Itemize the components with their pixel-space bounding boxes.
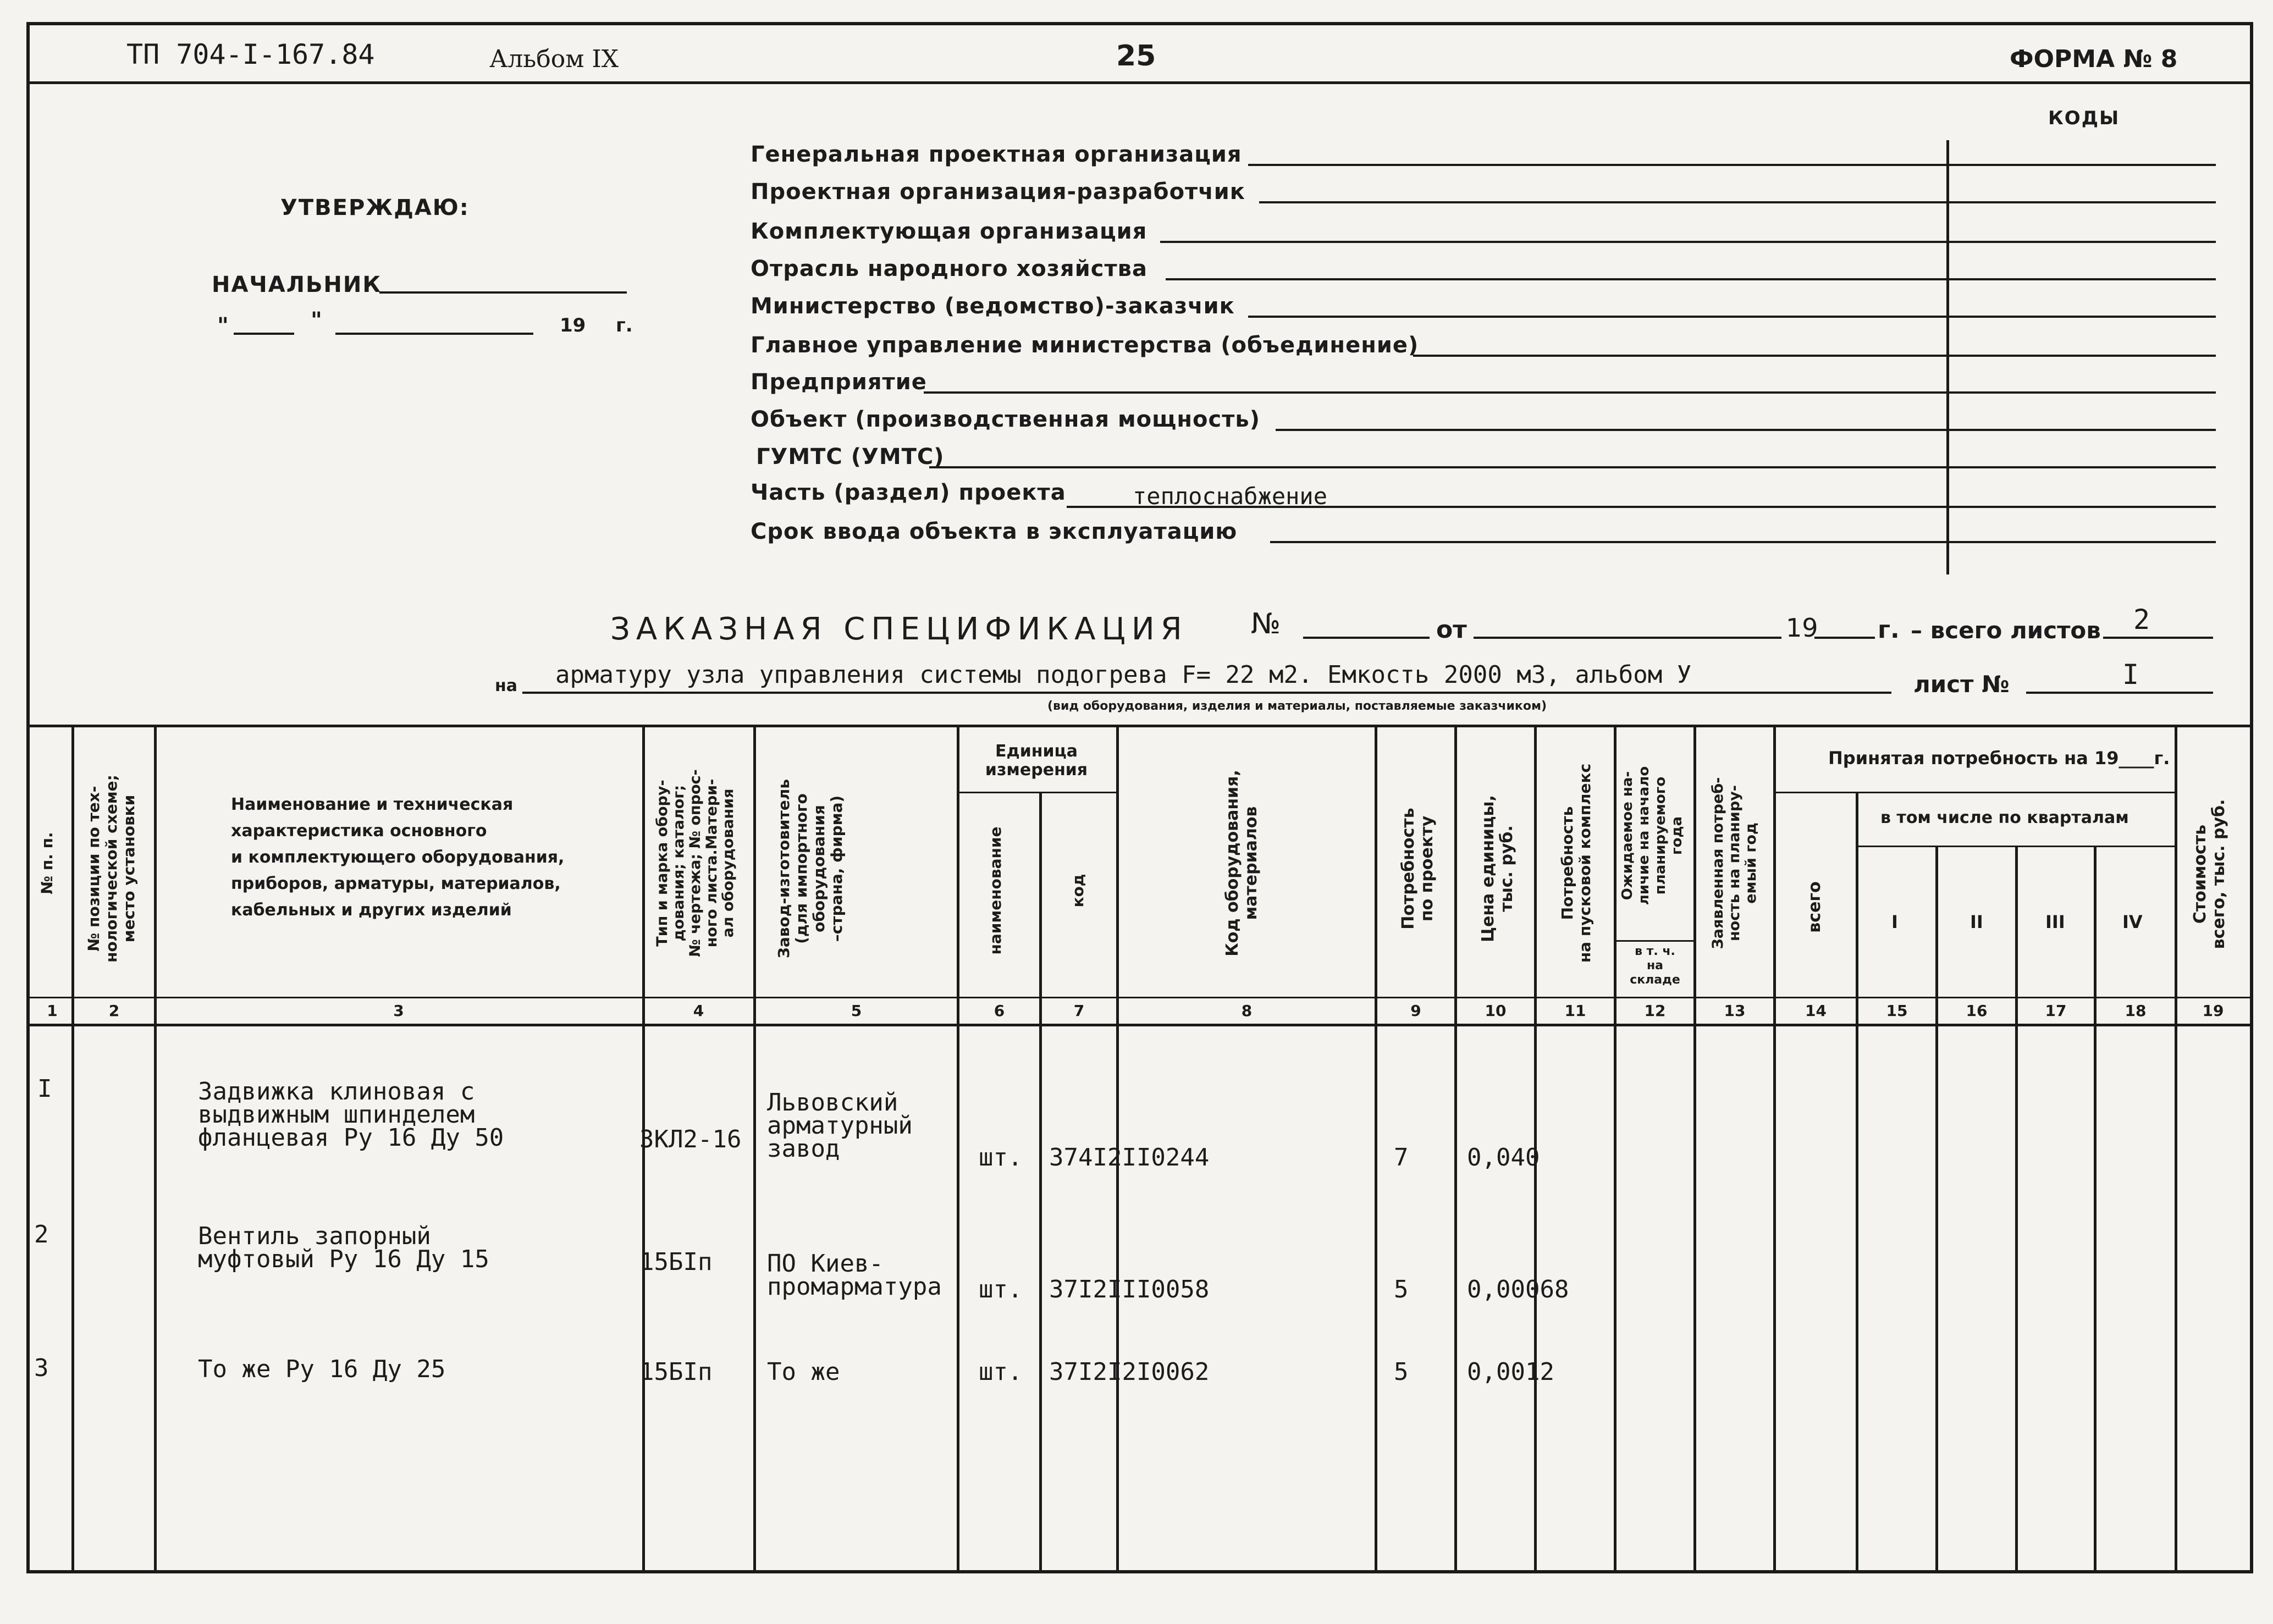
org-deadline-line: [1270, 541, 2216, 543]
col-number: 11: [1564, 1002, 1586, 1020]
row-unit-price: 0,040: [1467, 1144, 1540, 1172]
doc-code: ТП 704-I-167.84: [126, 38, 375, 70]
date-month-line: [335, 333, 533, 335]
col-number: 8: [1241, 1002, 1253, 1020]
accepted-group-header: Принятая потребность на 19____г.: [1828, 748, 2170, 769]
approve-label: УТВЕРЖДАЮ:: [280, 195, 470, 220]
col-3-header: Наименование и техническая характеристика основного и комплектующего оборудования, приборов, арматуры, материалов, кабельных и других изделий: [231, 795, 565, 920]
col-number: 10: [1485, 1002, 1507, 1020]
col-number: 9: [1410, 1002, 1421, 1020]
row-number: 3: [34, 1354, 49, 1382]
spec-total-sheets: 2: [2133, 604, 2150, 636]
spec-subject: арматуру узла управления системы подогрева F= 22 м2. Емкость 2000 м3, альбом У: [555, 661, 1692, 689]
col-9-header: Потребность по проекту: [1399, 808, 1437, 930]
col-16-header: II: [1970, 912, 1983, 932]
spec-total-sheets-line: [2103, 637, 2213, 639]
col-14-header: всего: [1805, 881, 1824, 933]
col-10-header: Цена единицы, тыс. руб.: [1478, 795, 1516, 942]
col-number: 18: [2125, 1002, 2147, 1020]
col-19-header: Стоимость всего, тыс. руб.: [2191, 799, 2228, 949]
chief-label: НАЧАЛЬНИК: [212, 272, 382, 297]
col-11-header: Потребность на пусковой комплекс: [1558, 763, 1594, 963]
col-2-header: № позиции по тех- нологической схеме; место установки: [85, 775, 138, 963]
col-8-header: Код оборудования, материалов: [1223, 770, 1261, 957]
spec-year-line: [1814, 637, 1875, 639]
col-5-header: Завод-изготовитель (для импортного оборудования –страна, фирма): [775, 779, 846, 958]
spec-subject-caption: (вид оборудования, изделия и материалы, поставляемые заказчиком): [1047, 699, 1547, 713]
row-number: 2: [34, 1220, 49, 1249]
col-number: 17: [2045, 1002, 2067, 1020]
row-item-name: Вентиль запорный муфтовый Ру 16 Ду 15: [198, 1222, 489, 1273]
org-branch-label: Отрасль народного хозяйства: [751, 256, 1147, 281]
col-number: 19: [2202, 1002, 2224, 1020]
date-year-prefix: 19: [560, 314, 586, 336]
row-quantity: 7: [1394, 1144, 1409, 1172]
col-number: 13: [1724, 1002, 1746, 1020]
col-17-header: III: [2045, 912, 2065, 932]
col-6-header: наименование: [986, 826, 1005, 955]
date-year-suffix: г.: [616, 314, 633, 336]
col-18-header: IV: [2122, 912, 2143, 932]
date-quote-close: ": [311, 308, 322, 333]
org-general-label: Генеральная проектная организация: [751, 142, 1242, 167]
org-object-line: [1276, 429, 2216, 431]
org-main-dept-line: [1413, 355, 2216, 357]
row-item-type: 15БIп: [639, 1248, 713, 1276]
spec-number-line: [1303, 637, 1430, 639]
org-deadline-label: Срок ввода объекта в эксплуатацию: [751, 519, 1238, 544]
col-number: 4: [693, 1002, 704, 1020]
org-enterprise-line: [924, 391, 2216, 394]
date-day-line: [234, 333, 294, 335]
spec-sheet-number: I: [2122, 659, 2139, 691]
row-unit-price: 0,00068: [1467, 1275, 1569, 1303]
codes-label: КОДЫ: [2048, 107, 2120, 129]
org-section-label: Часть (раздел) проекта: [751, 480, 1066, 505]
spec-number-label: №: [1251, 607, 1281, 640]
row-unit-price: 0,0012: [1467, 1358, 1554, 1386]
org-gumts-line: [929, 466, 2216, 468]
col-number: 2: [108, 1002, 120, 1020]
row-item-name: Задвижка клиновая с выдвижным шпинделем фланцевая Ру 16 Ду 50: [198, 1078, 504, 1152]
spec-on-label: на: [495, 676, 517, 695]
col-number: 1: [47, 1002, 58, 1020]
codes-divider: [1946, 140, 1949, 575]
col-number: 6: [994, 1002, 1005, 1020]
album-label: Альбом IX: [489, 45, 619, 73]
chief-signature-line: [379, 291, 627, 294]
org-ministry-line: [1248, 316, 2216, 318]
row-manufacturer: То же: [767, 1358, 840, 1386]
row-quantity: 5: [1394, 1275, 1409, 1303]
col-13-header: Заявленная потреб- ность на планиру- емый год: [1709, 777, 1759, 949]
col-12-sub-header: в т. ч. на складе: [1630, 944, 1680, 987]
org-developer-line: [1259, 201, 2216, 203]
org-branch-line: [1166, 278, 2216, 280]
spec-title: ЗАКАЗНАЯ СПЕЦИФИКАЦИЯ: [610, 611, 1188, 647]
org-object-label: Объект (производственная мощность): [751, 407, 1260, 432]
col-number: 16: [1966, 1002, 1988, 1020]
row-item-name: То же Ру 16 Ду 25: [198, 1355, 446, 1383]
spec-year-label: 19: [1786, 613, 1818, 643]
spec-from-label: от: [1436, 616, 1467, 644]
org-ministry-label: Министерство (ведомство)-заказчик: [751, 294, 1235, 319]
row-equipment-code: 37I2I2I0062: [1049, 1358, 1210, 1386]
date-quote-open: ": [217, 313, 229, 339]
row-quantity: 5: [1394, 1358, 1409, 1386]
spec-date-line: [1474, 637, 1781, 639]
col-number: 14: [1805, 1002, 1827, 1020]
spec-year-suffix: г.: [1878, 616, 1900, 644]
row-manufacturer: ПО Киев- промарматура: [767, 1250, 942, 1301]
org-developer-label: Проектная организация-разработчик: [751, 179, 1245, 205]
col-12-header: Ожидаемое на- личие на начало планируемого года: [1619, 766, 1685, 905]
spec-sheet-line: [2026, 692, 2213, 694]
row-item-type: 15БIп: [639, 1358, 713, 1386]
row-unit: шт.: [979, 1358, 1023, 1386]
row-equipment-code: 374I2II0244: [1049, 1144, 1210, 1172]
row-unit: шт.: [979, 1144, 1023, 1172]
org-general-line: [1248, 164, 2216, 166]
col-4-header: Тип и марка обору- дования; каталог; № чертежа; № опрос- ного листа.Матери- ал оборудования: [654, 769, 737, 957]
spec-subject-line: [522, 692, 1891, 694]
col-15-header: I: [1891, 912, 1898, 932]
col-number: 3: [393, 1002, 404, 1020]
org-section-value: теплоснабжение: [1133, 483, 1328, 510]
quarters-group-header: в том числе по кварталам: [1880, 808, 2129, 827]
spec-sheet-label: лист №: [1913, 671, 2010, 698]
row-unit: шт.: [979, 1275, 1023, 1303]
page-number: 25: [1116, 40, 1156, 73]
col-7-header: код: [1069, 874, 1087, 908]
row-equipment-code: 37I2III0058: [1049, 1275, 1210, 1303]
col-number: 5: [851, 1002, 862, 1020]
header-divider: [26, 81, 2253, 84]
org-supply-line: [1160, 241, 2216, 243]
org-supply-label: Комплектующая организация: [751, 219, 1147, 244]
col-number: 7: [1073, 1002, 1085, 1020]
form-label: ФОРМА № 8: [2010, 45, 2178, 73]
row-number: I: [37, 1075, 52, 1103]
org-main-dept-label: Главное управление министерства (объединение): [751, 333, 1419, 358]
org-section-line: [1067, 506, 2216, 508]
row-manufacturer: Львовский арматурный завод: [767, 1089, 913, 1163]
spec-total-sheets-label: – всего листов: [1911, 617, 2101, 644]
col-number: 15: [1886, 1002, 1908, 1020]
col-number: 12: [1644, 1002, 1666, 1020]
row-item-type: ЗКЛ2-16: [639, 1125, 742, 1153]
unit-group-header: Единица измерения: [985, 742, 1088, 780]
col-1-header: № п. п.: [38, 832, 56, 894]
org-gumts-label: ГУМТС (УМТС): [756, 444, 945, 469]
org-enterprise-label: Предприятие: [751, 369, 927, 395]
